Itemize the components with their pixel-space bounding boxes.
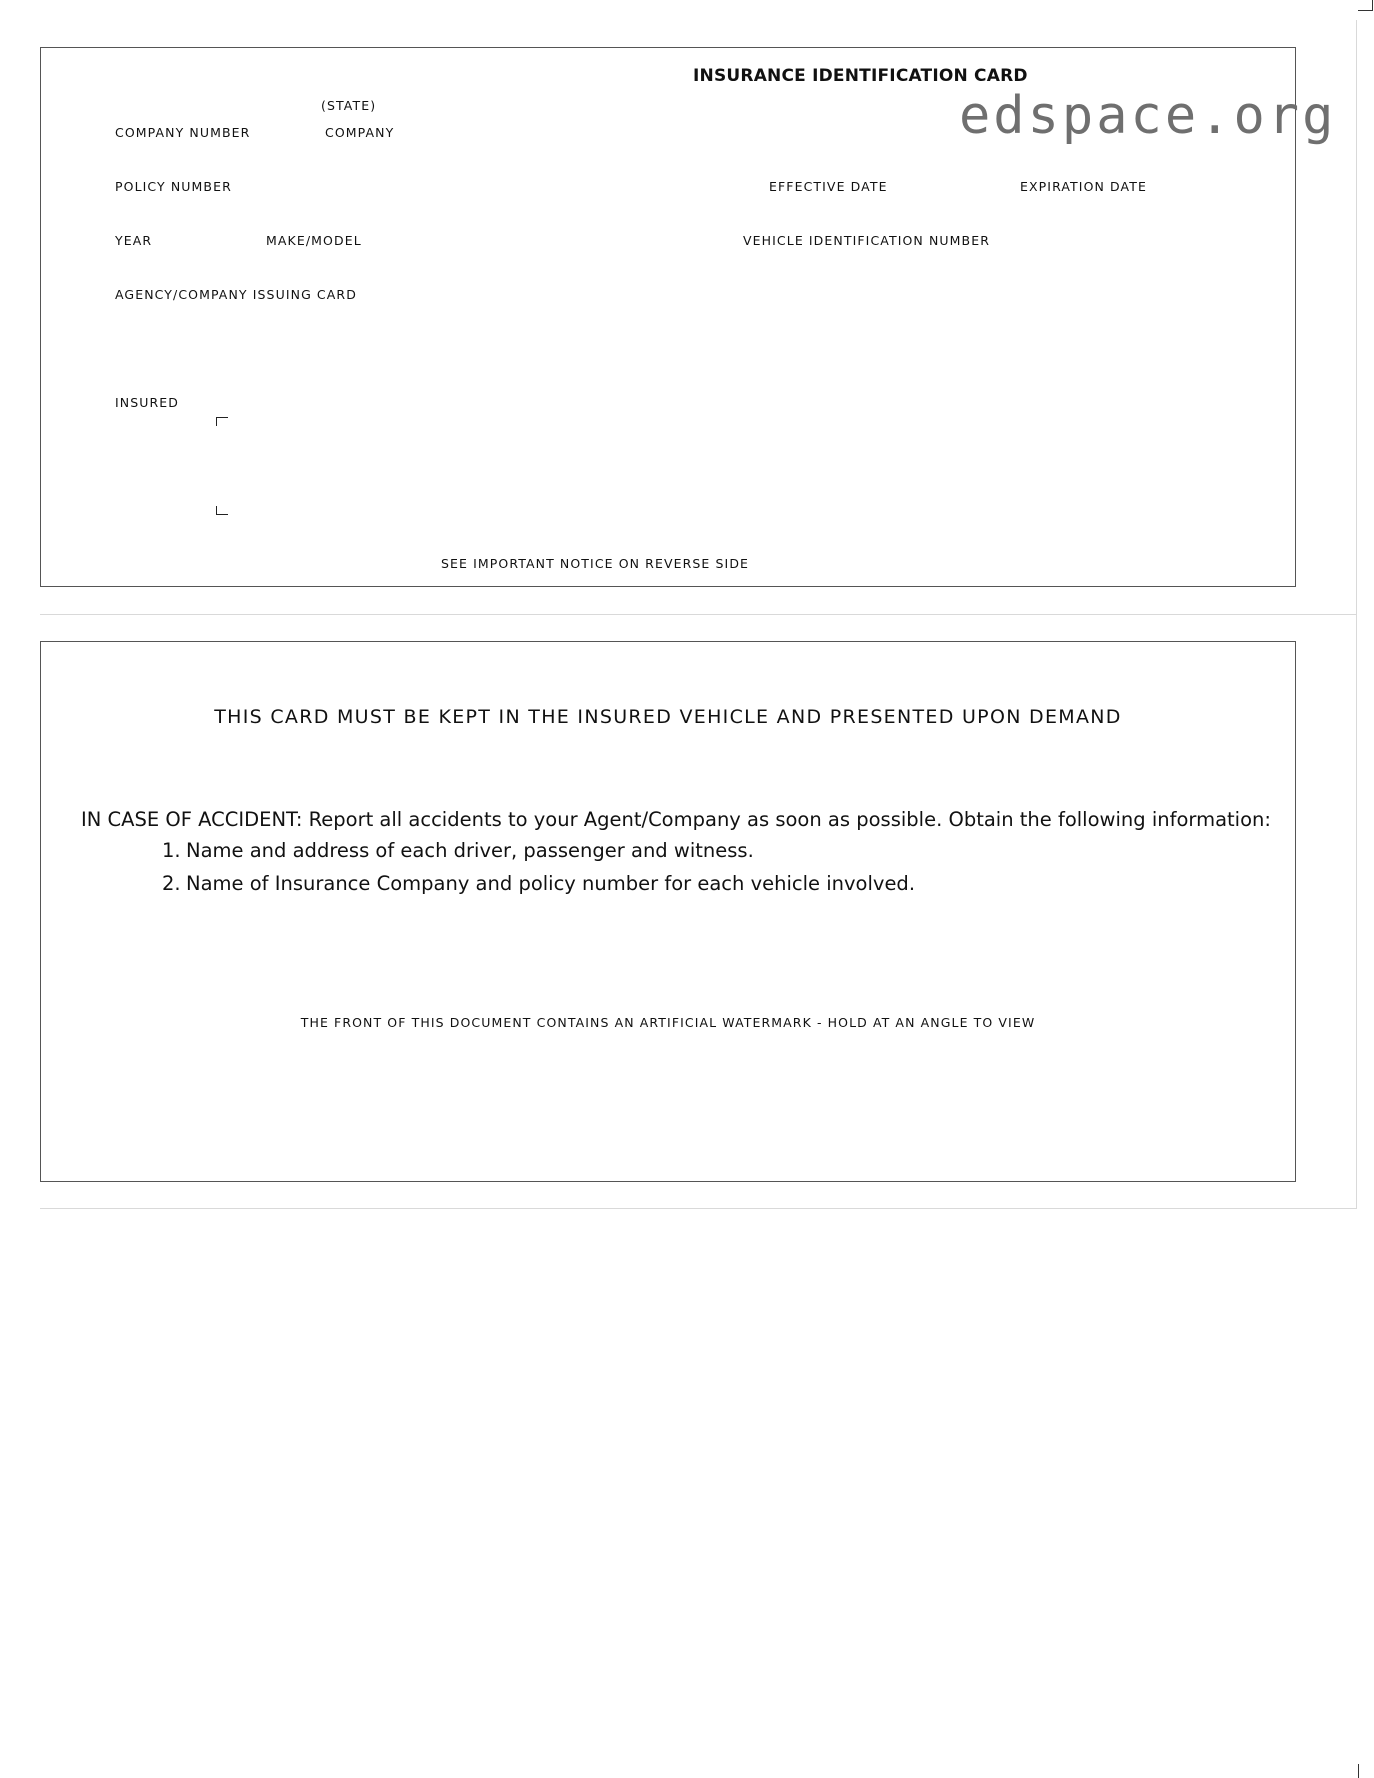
address-window-corner-bottom <box>216 506 228 515</box>
accident-intro: IN CASE OF ACCIDENT: Report all accidents to your Agent/Company as soon as possible. Obtain the following information: <box>81 808 1271 831</box>
watermark-logo: edspace.org <box>959 86 1337 146</box>
insurance-card-back <box>40 641 1296 1182</box>
crop-mark-bottom-right <box>1358 1764 1359 1778</box>
list-item-number: 1. <box>162 839 181 862</box>
policy-number-label: POLICY NUMBER <box>115 179 232 194</box>
company-number-label: COMPANY NUMBER <box>115 125 251 140</box>
list-item <box>162 872 1271 895</box>
list-item-text: Name and address of each driver, passenger and witness. <box>186 839 754 862</box>
state-label: (STATE) <box>321 98 377 113</box>
page-separator <box>40 614 1357 615</box>
page-separator <box>40 1208 1357 1209</box>
effective-date-label: EFFECTIVE DATE <box>769 179 888 194</box>
expiration-date-label: EXPIRATION DATE <box>1020 179 1147 194</box>
make-model-label: MAKE/MODEL <box>266 233 362 248</box>
list-item-number: 2. <box>162 872 181 895</box>
keep-card-notice: THIS CARD MUST BE KEPT IN THE INSURED VEHICLE AND PRESENTED UPON DEMAND <box>214 706 1122 728</box>
insured-label: INSURED <box>115 395 180 410</box>
crop-mark-top-right <box>1358 0 1373 11</box>
company-label: COMPANY <box>325 125 395 140</box>
watermark-note: THE FRONT OF THIS DOCUMENT CONTAINS AN ARTIFICIAL WATERMARK - HOLD AT AN ANGLE TO VIEW <box>300 1015 1036 1030</box>
agency-label: AGENCY/COMPANY ISSUING CARD <box>115 287 357 302</box>
list-item <box>162 839 1271 862</box>
accident-list <box>81 839 1271 895</box>
reverse-side-notice: SEE IMPORTANT NOTICE ON REVERSE SIDE <box>441 556 750 571</box>
address-window-corner-top <box>216 417 228 426</box>
year-label: YEAR <box>115 233 153 248</box>
accident-instructions <box>81 808 1271 905</box>
insurance-card-front <box>40 47 1337 587</box>
card-title: INSURANCE IDENTIFICATION CARD <box>693 66 1028 86</box>
list-item-text: Name of Insurance Company and policy number for each vehicle involved. <box>186 872 916 895</box>
vin-label: VEHICLE IDENTIFICATION NUMBER <box>743 233 990 248</box>
